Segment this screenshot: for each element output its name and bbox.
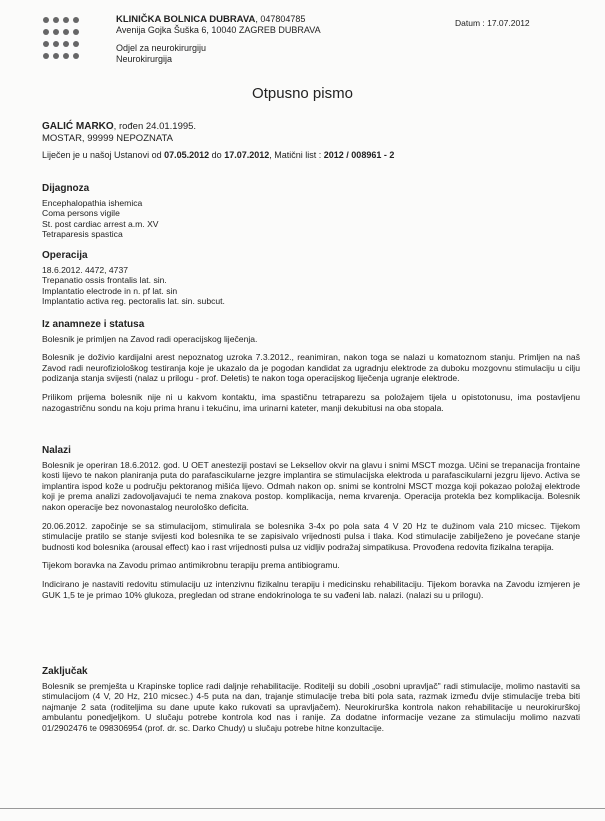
diagnosis-line: Encephalopathia ishemica: [42, 197, 143, 208]
patient-name: GALIĆ MARKO: [42, 121, 114, 132]
hospital-name: KLINIČKA BOLNICA DUBRAVA: [116, 14, 256, 25]
document-title: Otpusno pismo: [252, 85, 353, 102]
document-date: Datum : 17.07.2012: [455, 18, 530, 28]
findings-heading: Nalazi: [42, 445, 71, 456]
patient-address: MOSTAR, 99999 NEPOZNATA: [42, 133, 173, 144]
stay-prefix: Liječen je u našoj Ustanovi od: [42, 150, 162, 160]
diagnosis-section: [42, 184, 580, 240]
anamnesis-paragraph: Bolesnik je doživio kardijalni arest nepoznatog uzroka 7.3.2012., reanimiran, nakon toga se nalazi u komatoznom stanju. Primljen na naš Zavod radi neurofiziološkog testiranja koje je ukazalo da je pogodan kandidat za ugradnju elektrode za duboku mozgovnu stimulaciju u cilju podizanja stanja svijesti (nalaz u prilogu - prof. Deletis) te nakon toga operacijskog liječenja ugranje elektrode.: [42, 352, 580, 384]
anamnesis-section: [42, 320, 580, 421]
operation-line: 18.6.2012. 4472, 4737: [42, 264, 129, 275]
operation-heading: Operacija: [42, 250, 88, 261]
record-number: 2012 / 008961 - 2: [323, 150, 395, 160]
findings-paragraph: Bolesnik je operiran 18.6.2012. god. U OET anesteziji postavi se Leksellov okvir na glavu i snimi MSCT mozga. Učini se trepanacija frontaine kosti lijevo te nakon planiranja puta do parafascikularne jezgre implantira se stimulacijska elektroda u parafascikularni jezgru lijevo. Activa se implantira ispod kože u području pektoranog mišića lijevo. Odmah nakon op. snimi se kontrolni MSCT mozga koji pokazao položaj elektrode koji je prema analizi zadovoljavajući te nema znakova postop. komplikacija, nema krvarenja. Operacija protekla bez komplikacija. Bolesnik nakon operacije bez novonastalog neurološko deficita.: [42, 459, 580, 512]
hospital-address: Avenija Gojka Šuška 6, 10040 ZAGREB DUBRAVA: [116, 25, 321, 35]
diagnosis-line: Coma persons vigile: [42, 208, 120, 219]
diagnosis-line: Tetraparesis spastica: [42, 229, 123, 240]
anamnesis-paragraph: Prilikom prijema bolesnik nije ni u kakvom kontaktu, ima spastičnu tetraparezu sa položajem tijela u opistotonusu, ima postavljenu nazogastričnu sondu na koju prima hranu i tekućinu, ima urinarni kateter, manji dekubitusi na oba stopala.: [42, 391, 580, 413]
operation-line: Trepanatio ossis frontalis lat. sin.: [42, 275, 167, 286]
patient-birth: , rođen 24.01.1995.: [113, 121, 197, 132]
hospital-phone: , 047804785: [255, 14, 306, 24]
operation-line: Implantatio activa reg. pectoralis lat. sin. subcut.: [42, 296, 225, 307]
findings-section: [42, 446, 580, 608]
hospital-logo: [40, 14, 86, 66]
conclusion-heading: Zaključak: [42, 666, 88, 677]
sub-department: Neurokirurgija: [116, 54, 173, 64]
conclusion-paragraph: Bolesnik se premješta u Krapinske toplice radi daljnje rehabilitacije. Roditelji su dobili „osobni upravljač" radi stimulacije, molimo nastaviti sa stimulacijom (4 V, 20 Hz, 210 micsec.) 4-5 puta na dan, trajanje stimulacije treba biti pola sata, razmak između dvije stimulacije treba biti najmanje 2 sata (roditeljima su dane upute kako rukovati sa upravljačem). Neurokirurška kontrola nakon rehabilitacije u neurokirurškoj ambulantu ponedjeljkom. U slučaju potrebe kontrola kod nas i ranije. Za dodatne informacije vezane za stimulaciju molimo nazvati 01/2902476 te 098306954 (prof. dr. sc. Darko Chudy) u slučaju potrebe hitne konzultacije.: [42, 680, 580, 733]
findings-paragraph: 20.06.2012. započinje se sa stimulacijom, stimulirala se bolesnika 3-4x po pola sata 4 V 20 Hz te dužinom vala 210 micsec. Tijekom stimulacije pratilo se stanje svijesti kod bolesnika te se zapisivalo vrijednosti pulsa i tlaka. Kod stimulacije zabilježeno je povećane stanje budnosti kod bolesnika (arousal effect) kao i rast vrijednosti pulsa uz vidljiv podražaj simpatikusa. Provođena redovita fizikalna terapija.: [42, 520, 580, 552]
patient-info: [42, 121, 196, 145]
conclusion-section: [42, 667, 580, 742]
record-label: Matični list :: [274, 150, 322, 160]
letterhead: [116, 14, 321, 65]
operation-section: [42, 251, 580, 307]
findings-paragraph: Tijekom boravka na Zavodu primao antimikrobnu terapiju prema antibiogramu.: [42, 560, 340, 571]
anamnesis-heading: Iz anamneze i statusa: [42, 319, 145, 330]
stay-from: 07.05.2012: [164, 150, 210, 160]
page-bottom-rule: [0, 808, 605, 809]
diagnosis-line: St. post cardiac arrest a.m. XV: [42, 218, 159, 229]
stay-to: 17.07.2012: [224, 150, 270, 160]
department: Odjel za neurokirurgiju: [116, 43, 207, 53]
stay-info: Liječen je u našoj Ustanovi od 07.05.2012 do 17.07.2012, Matični list : 2012 / 008961 - 2: [42, 150, 395, 160]
diagnosis-heading: Dijagnoza: [42, 183, 90, 194]
findings-paragraph: Indicirano je nastaviti redovitu stimulaciju uz intenzivnu fizikalnu terapiju i medicinsku rehabilitaciju. Tijekom boravka na Zavodu izmjeren je GUK 1,5 te je primao 10% glukoza, pregledan od strane endokrinologa te su vađeni lab. nalazi. (nalazi su u prilogu).: [42, 578, 580, 600]
anamnesis-paragraph: Bolesnik je primljen na Zavod radi operacijskog liječenja.: [42, 333, 258, 344]
operation-line: Implantatio electrode in n. pf lat. sin: [42, 285, 178, 296]
stay-mid: do: [211, 150, 222, 160]
